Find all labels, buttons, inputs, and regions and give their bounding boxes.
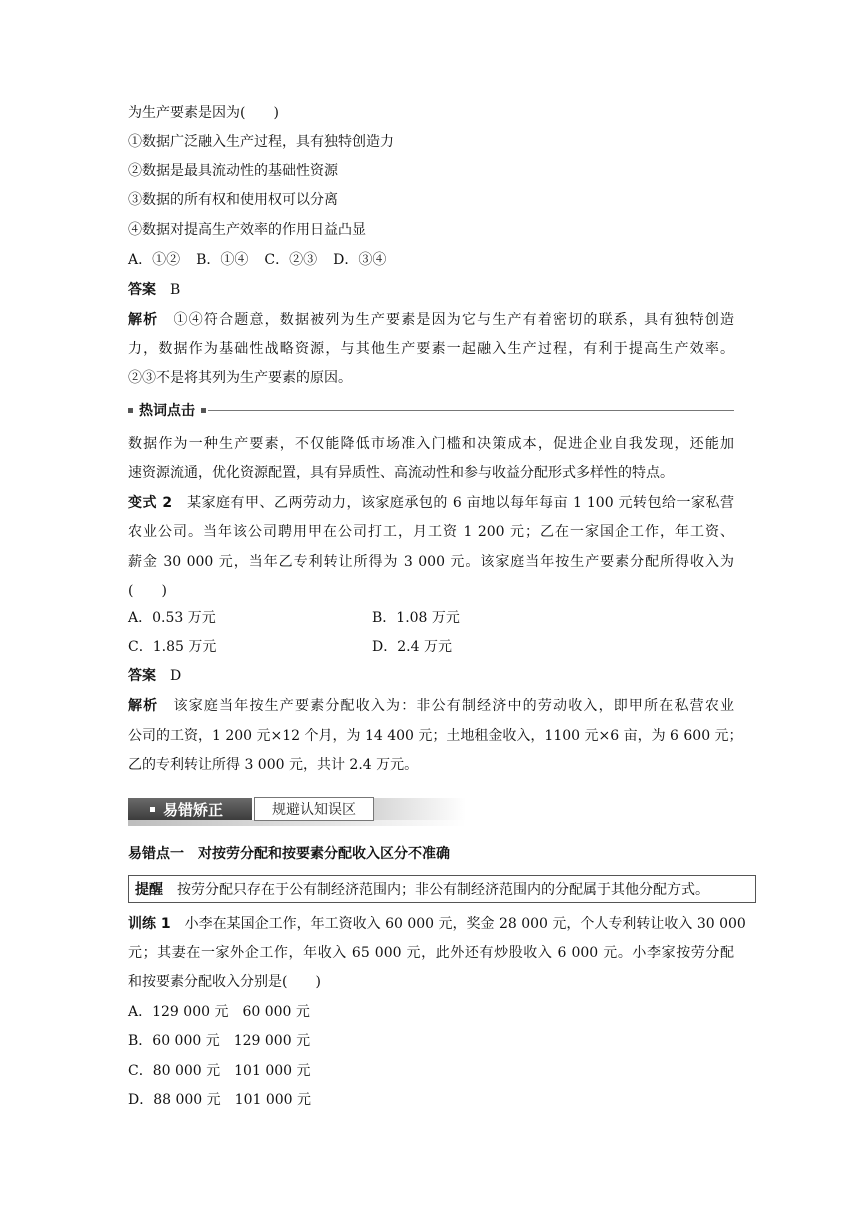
- option-a: A．①②: [128, 252, 181, 268]
- hot-words-line: 速资源流通，优化资源配置，具有异质性、高流动性和参与收益分配形式多样性的特点。: [128, 465, 674, 481]
- analysis-text: ①④符合题意，数据被列为生产要素是因为它与生产有着密切的联系，具有独特创造: [173, 312, 735, 328]
- option-c: C．80 000 元 101 000 元: [128, 1063, 311, 1079]
- analysis-label: 解析: [128, 698, 159, 714]
- answer-value: B: [170, 282, 181, 298]
- answer-options: [128, 637, 734, 657]
- option-d: D．2.4 万元: [372, 639, 452, 655]
- hot-words-line: 数据作为一种生产要素，不仅能降低市场准入门槛和决策成本，促进企业自我发现，还能加: [128, 436, 734, 452]
- option-c: C．1.85 万元: [128, 639, 217, 655]
- option-a: A．129 000 元 60 000 元: [128, 1004, 310, 1020]
- option-c: C．②③: [264, 252, 318, 268]
- option-a: A．0.53 万元: [128, 610, 216, 626]
- answer-label: 答案: [128, 282, 156, 298]
- tip-label: 提醒: [135, 882, 163, 898]
- analysis-line: 乙的专利转让所得 3 000 元，共计 2.4 万元。: [128, 757, 419, 773]
- tip-box: [128, 875, 756, 903]
- banner-title: 易错矫正: [163, 800, 224, 819]
- question-label: 变式 2: [128, 495, 173, 511]
- question-line: [128, 914, 746, 934]
- analysis-line: 力，数据作为基础性战略资源，与其他生产要素一起融入生产过程，有利于提高生产效率。: [128, 341, 734, 357]
- answer-label: 答案: [128, 668, 156, 684]
- answer-line: [128, 666, 734, 686]
- answer-value: D: [170, 668, 182, 684]
- banner-subtitle: 规避认知误区: [272, 802, 356, 818]
- option-d: D．③④: [333, 252, 387, 268]
- statement-item: ②数据是最具流动性的基础性资源: [128, 163, 338, 179]
- statement-item: ③数据的所有权和使用权可以分离: [128, 192, 338, 208]
- analysis-line: [128, 696, 734, 716]
- answer-line: [128, 280, 734, 300]
- question-line: 薪金 30 000 元，当年乙专利转让所得为 3 000 元。该家庭当年按生产要素分配所得收入为: [128, 554, 734, 570]
- question-line: 和按要素分配收入分别是( ): [128, 974, 321, 990]
- option-b: B．①④: [196, 252, 249, 268]
- square-bullet-icon: [150, 807, 155, 812]
- question-text: 小李在某国企工作，年工资收入 60 000 元，奖金 28 000 元，个人专利转让收入 30 000: [184, 916, 746, 932]
- statement-item: ④数据对提高生产效率的作用日益凸显: [128, 222, 366, 238]
- analysis-label: 解析: [128, 312, 159, 328]
- banner-fade: [374, 798, 466, 820]
- option-d: D．88 000 元 101 000 元: [128, 1092, 312, 1108]
- question-line: 农业公司。当年该公司聘用甲在公司打工，月工资 1 200 元；乙在一家国企工作，年工资、: [128, 524, 734, 540]
- square-bullet-icon: [201, 408, 206, 413]
- banner-subtitle-box: [254, 797, 374, 821]
- hot-words-header: [128, 400, 734, 420]
- question-line: 元；其妻在一家外企工作，年收入 65 000 元，此外还有炒股收入 6 000 元。小李家按劳分配: [128, 945, 734, 961]
- divider-line: [208, 410, 734, 411]
- question-text: 某家庭有甲、乙两劳动力，该家庭承包的 6 亩地以每年每亩 1 100 元转包给一家私营: [187, 495, 734, 511]
- question-line: [128, 493, 734, 513]
- option-b: B．1.08 万元: [372, 610, 460, 626]
- question-line: ( ): [128, 583, 167, 599]
- square-bullet-icon: [128, 408, 133, 413]
- statement-item: ①数据广泛融入生产过程，具有独特创造力: [128, 134, 394, 150]
- answer-options: [128, 608, 734, 628]
- question-label: 训练 1: [128, 916, 171, 932]
- question-stem-tail: 为生产要素是因为( ): [128, 105, 279, 121]
- analysis-text: 该家庭当年按生产要素分配收入为：非公有制经济中的劳动收入，即甲所在私营农业: [173, 698, 735, 714]
- banner-title-block: [128, 798, 252, 820]
- section-banner: [128, 794, 466, 826]
- option-b: B．60 000 元 129 000 元: [128, 1033, 311, 1049]
- answer-options: [128, 250, 734, 270]
- hot-words-title: 热词点击: [139, 403, 195, 419]
- analysis-line: [128, 310, 734, 330]
- analysis-line: ②③不是将其列为生产要素的原因。: [128, 370, 352, 386]
- tip-text: 按劳分配只存在于公有制经济范围内；非公有制经济范围内的分配属于其他分配方式。: [177, 882, 709, 898]
- analysis-line: 公司的工资，1 200 元×12 个月，为 14 400 元；土地租金收入，1100 元×6 亩，为 6 600 元；: [128, 728, 743, 744]
- mistake-heading: 易错点一 对按劳分配和按要素分配收入区分不准确: [128, 846, 450, 862]
